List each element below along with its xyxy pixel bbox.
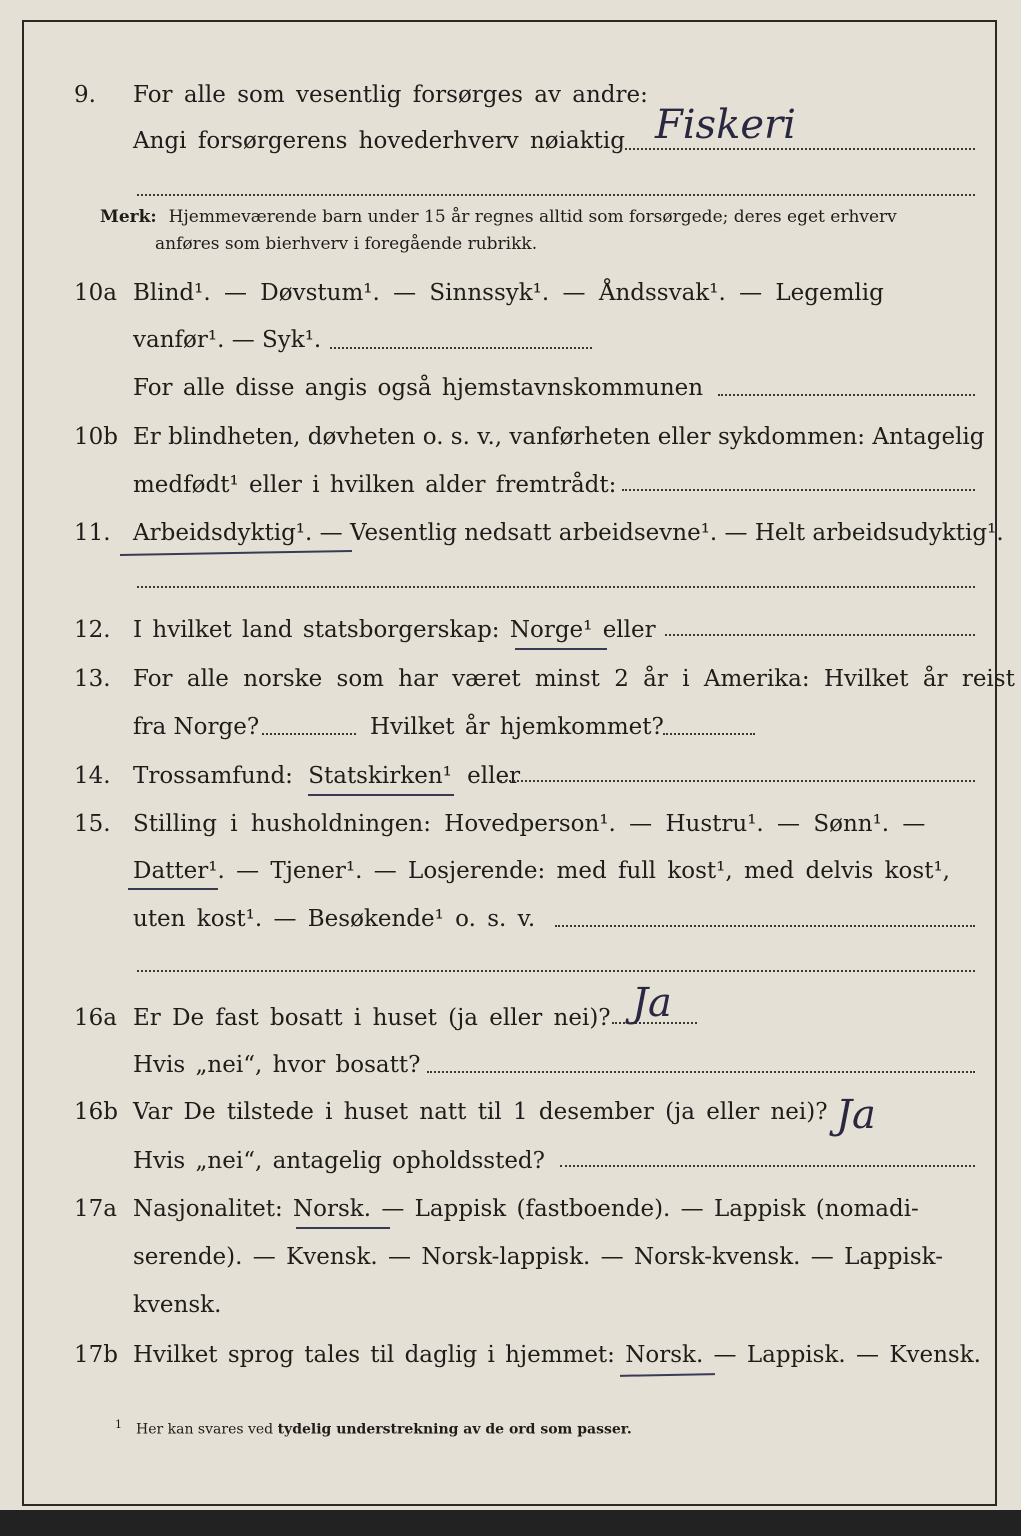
q14-number: 14.	[74, 763, 111, 789]
q12-line-1: I hvilket land statsborgerskap: Norge¹ eller	[133, 617, 656, 643]
q15-line-3: uten kost¹. — Besøkende¹ o. s. v.	[133, 906, 536, 932]
q12-answer-line	[665, 634, 975, 636]
q10a-syk-line	[330, 347, 592, 349]
q13-number: 13.	[74, 666, 111, 692]
q17b-number: 17b	[74, 1342, 118, 1368]
merk-text-1: Hjemmeværende barn under 15 år regnes alltid som forsørgede; deres eget erhverv	[168, 207, 897, 227]
q16b-line-2: Hvis „nei“, antagelig opholdssted?	[133, 1148, 545, 1174]
q9-answer-line	[620, 148, 975, 150]
q13-line-2b: Hvilket år hjemkommet?	[370, 714, 664, 740]
q15-number: 15.	[74, 811, 111, 837]
q15-line-1: Stilling i husholdningen: Hovedperson¹. — Hustru¹. — Sønn¹. —	[133, 811, 926, 837]
q17a-underline-norsk	[296, 1227, 390, 1229]
q10b-answer-line	[622, 489, 975, 491]
q11-line-1: Arbeidsdyktig¹. — Vesentlig nedsatt arbeidsevne¹. — Helt arbeidsudyktig¹.	[133, 520, 1004, 546]
q10a-line-3: For alle disse angis også hjemstavnskommunen	[133, 375, 704, 401]
q13-line-2a: fra Norge?	[133, 714, 260, 740]
scan-bottom-edge	[0, 1510, 1021, 1536]
q16b-handwritten-answer: Ja	[836, 1092, 876, 1138]
q16a-handwritten-answer: Ja	[632, 980, 672, 1026]
q10b-line-2: medfødt¹ eller i hvilken alder fremtrådt:	[133, 472, 617, 498]
q10b-number: 10b	[74, 424, 118, 450]
q14-line-1: Trossamfund: Statskirken¹ eller	[133, 763, 521, 789]
q16a-number: 16a	[74, 1005, 117, 1031]
q16b-opholdssted-line	[560, 1165, 975, 1167]
q10a-hjemstavn-line	[718, 394, 975, 396]
q10b-line-1: Er blindheten, døvheten o. s. v., vanførheten eller sykdommen: Antagelig	[133, 424, 985, 450]
footnote-text-b: tydelig understrekning av de ord som passer.	[277, 1421, 632, 1438]
q17a-number: 17a	[74, 1196, 117, 1222]
footnote-mark: 1	[115, 1418, 122, 1431]
q12-underline-norge	[515, 648, 607, 650]
q17a-line-1: Nasjonalitet: Norsk. — Lappisk (fastboende). — Lappisk (nomadi-	[133, 1196, 919, 1222]
q16a-line-1: Er De fast bosatt i huset (ja eller nei)?	[133, 1005, 611, 1031]
q10a-line-1: Blind¹. — Døvstum¹. — Sinnssyk¹. — Åndssvak¹. — Legemlig	[133, 280, 884, 306]
merk-label: Merk:	[100, 207, 157, 227]
q15-underline-datter	[128, 888, 218, 890]
merk-note-line-2: anføres som bierhverv i foregående rubrikk.	[155, 234, 538, 254]
q16b-number: 16b	[74, 1099, 118, 1125]
q9-handwritten-answer: Fiskeri	[655, 102, 796, 148]
q15-blank-line	[137, 970, 975, 972]
q14-answer-line	[500, 780, 975, 782]
q9-number: 9.	[74, 82, 96, 108]
q11-number: 11.	[74, 520, 111, 546]
q16a-line-2: Hvis „nei“, hvor bosatt?	[133, 1052, 421, 1078]
q15-line-2: Datter¹. — Tjener¹. — Losjerende: med full kost¹, med delvis kost¹,	[133, 858, 950, 884]
q17a-line-3: kvensk.	[133, 1292, 222, 1318]
q13-line-1: For alle norske som har været minst 2 år i Amerika: Hvilket år reist	[133, 666, 1015, 692]
q14-underline-statskirken	[308, 794, 454, 796]
q13-hjemkommet-line	[663, 733, 755, 735]
q9-blank-line	[137, 194, 975, 196]
merk-note-line-1	[100, 207, 897, 227]
q15-answer-line	[555, 925, 975, 927]
footnote-text-a: Her kan svares ved	[136, 1421, 278, 1438]
q9-line-1: For alle som vesentlig forsørges av andre:	[133, 82, 648, 108]
q17a-line-2: serende). — Kvensk. — Norsk-lappisk. — Norsk-kvensk. — Lappisk-	[133, 1244, 943, 1270]
q10a-line-2: vanfør¹. — Syk¹.	[133, 327, 322, 353]
q17b-line-1: Hvilket sprog tales til daglig i hjemmet: Norsk. — Lappisk. — Kvensk.	[133, 1342, 981, 1368]
q13-reist-line	[262, 733, 356, 735]
q9-line-2: Angi forsørgerens hovederhverv nøiaktig	[133, 128, 625, 154]
q16a-bosatt-line	[427, 1071, 975, 1073]
q11-blank-line	[137, 586, 975, 588]
q10a-number: 10a	[74, 280, 117, 306]
q12-number: 12.	[74, 617, 111, 643]
footnote	[115, 1418, 632, 1438]
q16b-line-1: Var De tilstede i huset natt til 1 desember (ja eller nei)?	[133, 1099, 828, 1125]
